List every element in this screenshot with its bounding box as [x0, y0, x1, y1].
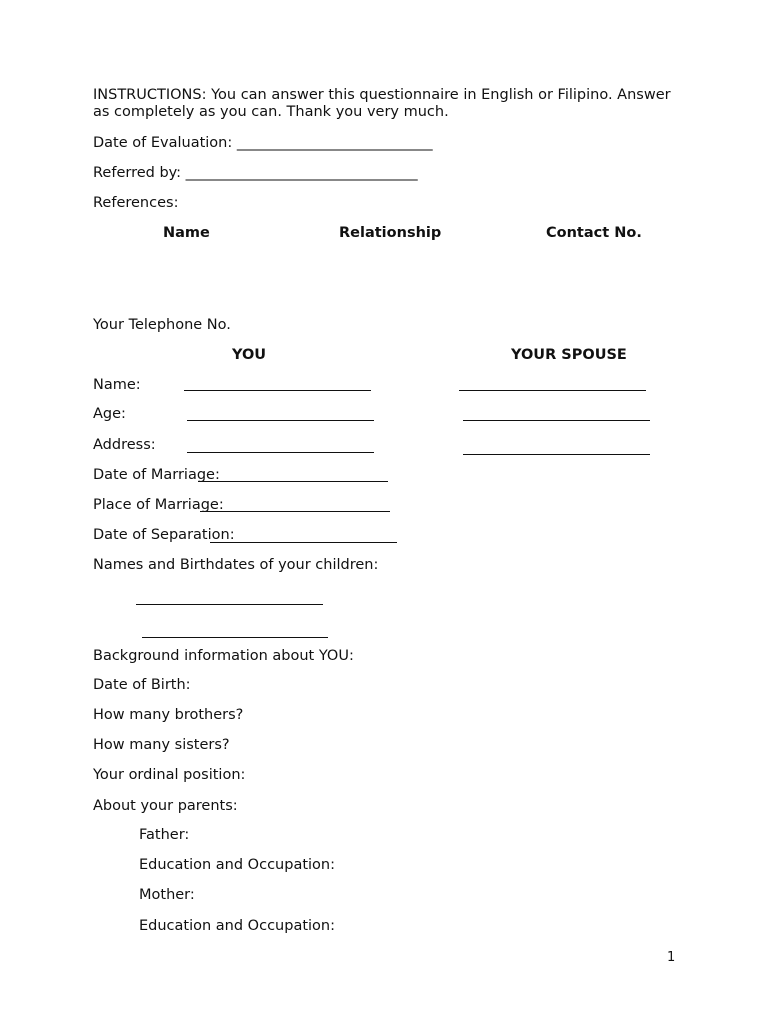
child-entry-field-1[interactable]: [136, 604, 323, 605]
date-of-birth-label: Date of Birth:: [93, 677, 191, 693]
instructions-line-1: INSTRUCTIONS: You can answer this questionnaire in English or Filipino. Answer: [93, 87, 671, 103]
ordinal-position-label: Your ordinal position:: [93, 767, 246, 783]
column-header-spouse: YOUR SPOUSE: [511, 347, 627, 363]
you-age-field[interactable]: [187, 420, 374, 421]
spouse-address-field[interactable]: [463, 454, 650, 455]
references-header-relationship: Relationship: [339, 225, 442, 241]
sisters-label: How many sisters?: [93, 737, 230, 753]
spouse-name-field[interactable]: [459, 390, 646, 391]
age-label: Age:: [93, 406, 126, 422]
date-of-marriage-label: Date of Marriage:: [93, 467, 220, 483]
place-of-marriage-label: Place of Marriage:: [93, 497, 224, 513]
telephone-label: Your Telephone No.: [93, 317, 231, 333]
references-header-contact: Contact No.: [546, 225, 642, 241]
date-of-marriage-field[interactable]: [198, 481, 388, 482]
references-label: References:: [93, 195, 179, 211]
references-header-name: Name: [163, 225, 210, 241]
you-address-field[interactable]: [187, 452, 374, 453]
instructions-line-2: as completely as you can. Thank you very much.: [93, 104, 449, 120]
background-heading: Background information about YOU:: [93, 648, 354, 664]
name-label: Name:: [93, 377, 141, 393]
spouse-age-field[interactable]: [463, 420, 650, 421]
mother-education-label: Education and Occupation:: [139, 918, 335, 934]
brothers-label: How many brothers?: [93, 707, 244, 723]
you-name-field[interactable]: [184, 390, 371, 391]
column-header-you: YOU: [232, 347, 267, 363]
child-entry-field-2[interactable]: [142, 637, 328, 638]
father-label: Father:: [139, 827, 190, 843]
date-of-evaluation-field[interactable]: Date of Evaluation: ___________________________: [93, 135, 433, 151]
parents-label: About your parents:: [93, 798, 238, 814]
page-number: 1: [667, 950, 676, 965]
mother-label: Mother:: [139, 887, 195, 903]
address-label: Address:: [93, 437, 156, 453]
date-of-separation-label: Date of Separation:: [93, 527, 235, 543]
children-label: Names and Birthdates of your children:: [93, 557, 379, 573]
place-of-marriage-field[interactable]: [200, 511, 390, 512]
date-of-separation-field[interactable]: [210, 542, 397, 543]
father-education-label: Education and Occupation:: [139, 857, 335, 873]
referred-by-field[interactable]: Referred by: ________________________________: [93, 165, 418, 181]
